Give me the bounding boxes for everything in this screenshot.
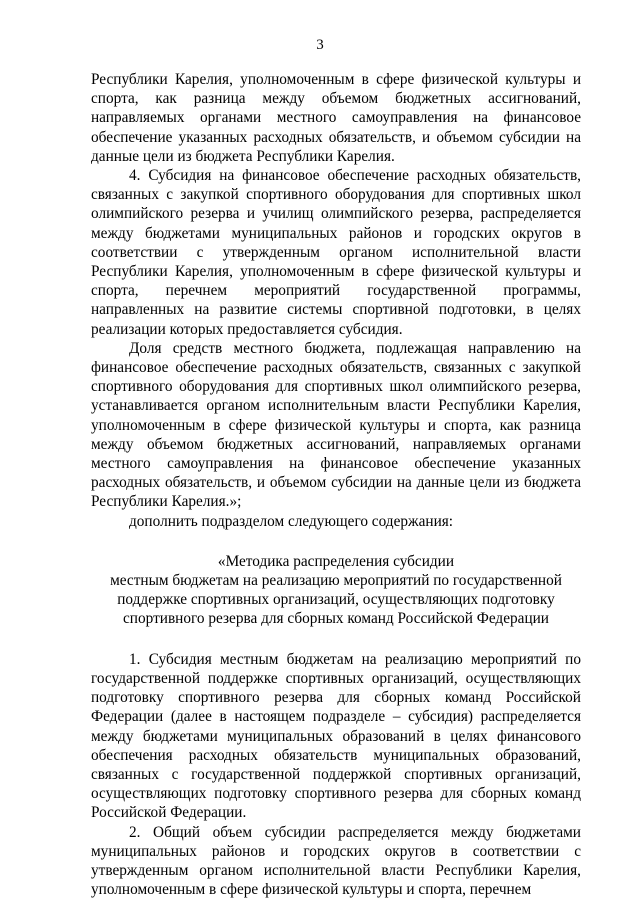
spacer [91,629,581,650]
paragraph-item-2: 2. Общий объем субсидии распределяется между бюджетами муниципальных районов и городских округов в соответствии с утвержденным органом исполнительной власти Республики Карелия, уполномоченным в сфере физической культуры и спорта, перечнем [91,823,581,899]
page-number: 3 [316,37,324,53]
section-title-line-2: местным бюджетам на реализацию мероприятий по государственной [110,572,562,590]
section-title-line-1: «Методика распределения субсидии [217,552,455,570]
spacer [91,531,581,552]
paragraph-item-4: 4. Субсидия на финансовое обеспечение расходных обязательств, связанных с закупкой спортивного оборудования для спортивных школ олимпийского резерва и училищ олимпийского резерва, распределяется между бюджетами муниципальных районов и городских округов в соответствии с утвержденным органом исполнительной власти Республики Карелия, уполномоченным в сфере физической культуры и спорта, перечнем мероприятий государственной программы, направленных на развитие системы спортивной подготовки, в целях реализации которых предоставляется субсидия. [91,167,581,338]
paragraph-continuation: Республики Карелия, уполномоченным в сфере физической культуры и спорта, как разница между объемом бюджетных ассигнований, направляемых органами местного самоуправления на финансовое обеспечение указанных расходных обязательств, и объемом субсидии на данные цели из бюджета Республики Карелия. [91,71,581,165]
document-body [91,70,581,899]
section-title-line-3: поддержке спортивных организаций, осуществляющих подготовку [117,591,555,609]
section-title [91,552,581,629]
paragraph-item-1: 1. Субсидия местным бюджетам на реализацию мероприятий по государственной поддержке спортивных организаций, осуществляющих подготовку спортивного резерва для сборных команд Российской Федерации (далее в настоящем подразделе – субсидия) распределяется между бюджетами муниципальных образований в целях финансового обеспечения расходных обязательств муниципальных образований, связанных с государственной поддержкой спортивных организаций, осуществляющих подготовку спортивного резерва для сборных команд Российской Федерации. [91,650,581,822]
paragraph-amendment-intro: дополнить подразделом следующего содержания: [129,512,454,530]
section-title-line-4: спортивного резерва для сборных команд Российской Федерации [123,610,549,628]
paragraph-share-of-local-budget: Доля средств местного бюджета, подлежащая направлению на финансовое обеспечение расходных обязательств, связанных с закупкой спортивного оборудования для спортивных школ олимпийского резерва, устанавливается органом исполнительным власти Республики Карелия, уполномоченным в сфере физической культуры и спорта, как разница между объемом бюджетных ассигнований, направляемых органами местного самоуправления на финансовое обеспечение указанных расходных обязательств, и объемом субсидии на данные цели из бюджета Республики Карелия.»; [91,339,581,511]
